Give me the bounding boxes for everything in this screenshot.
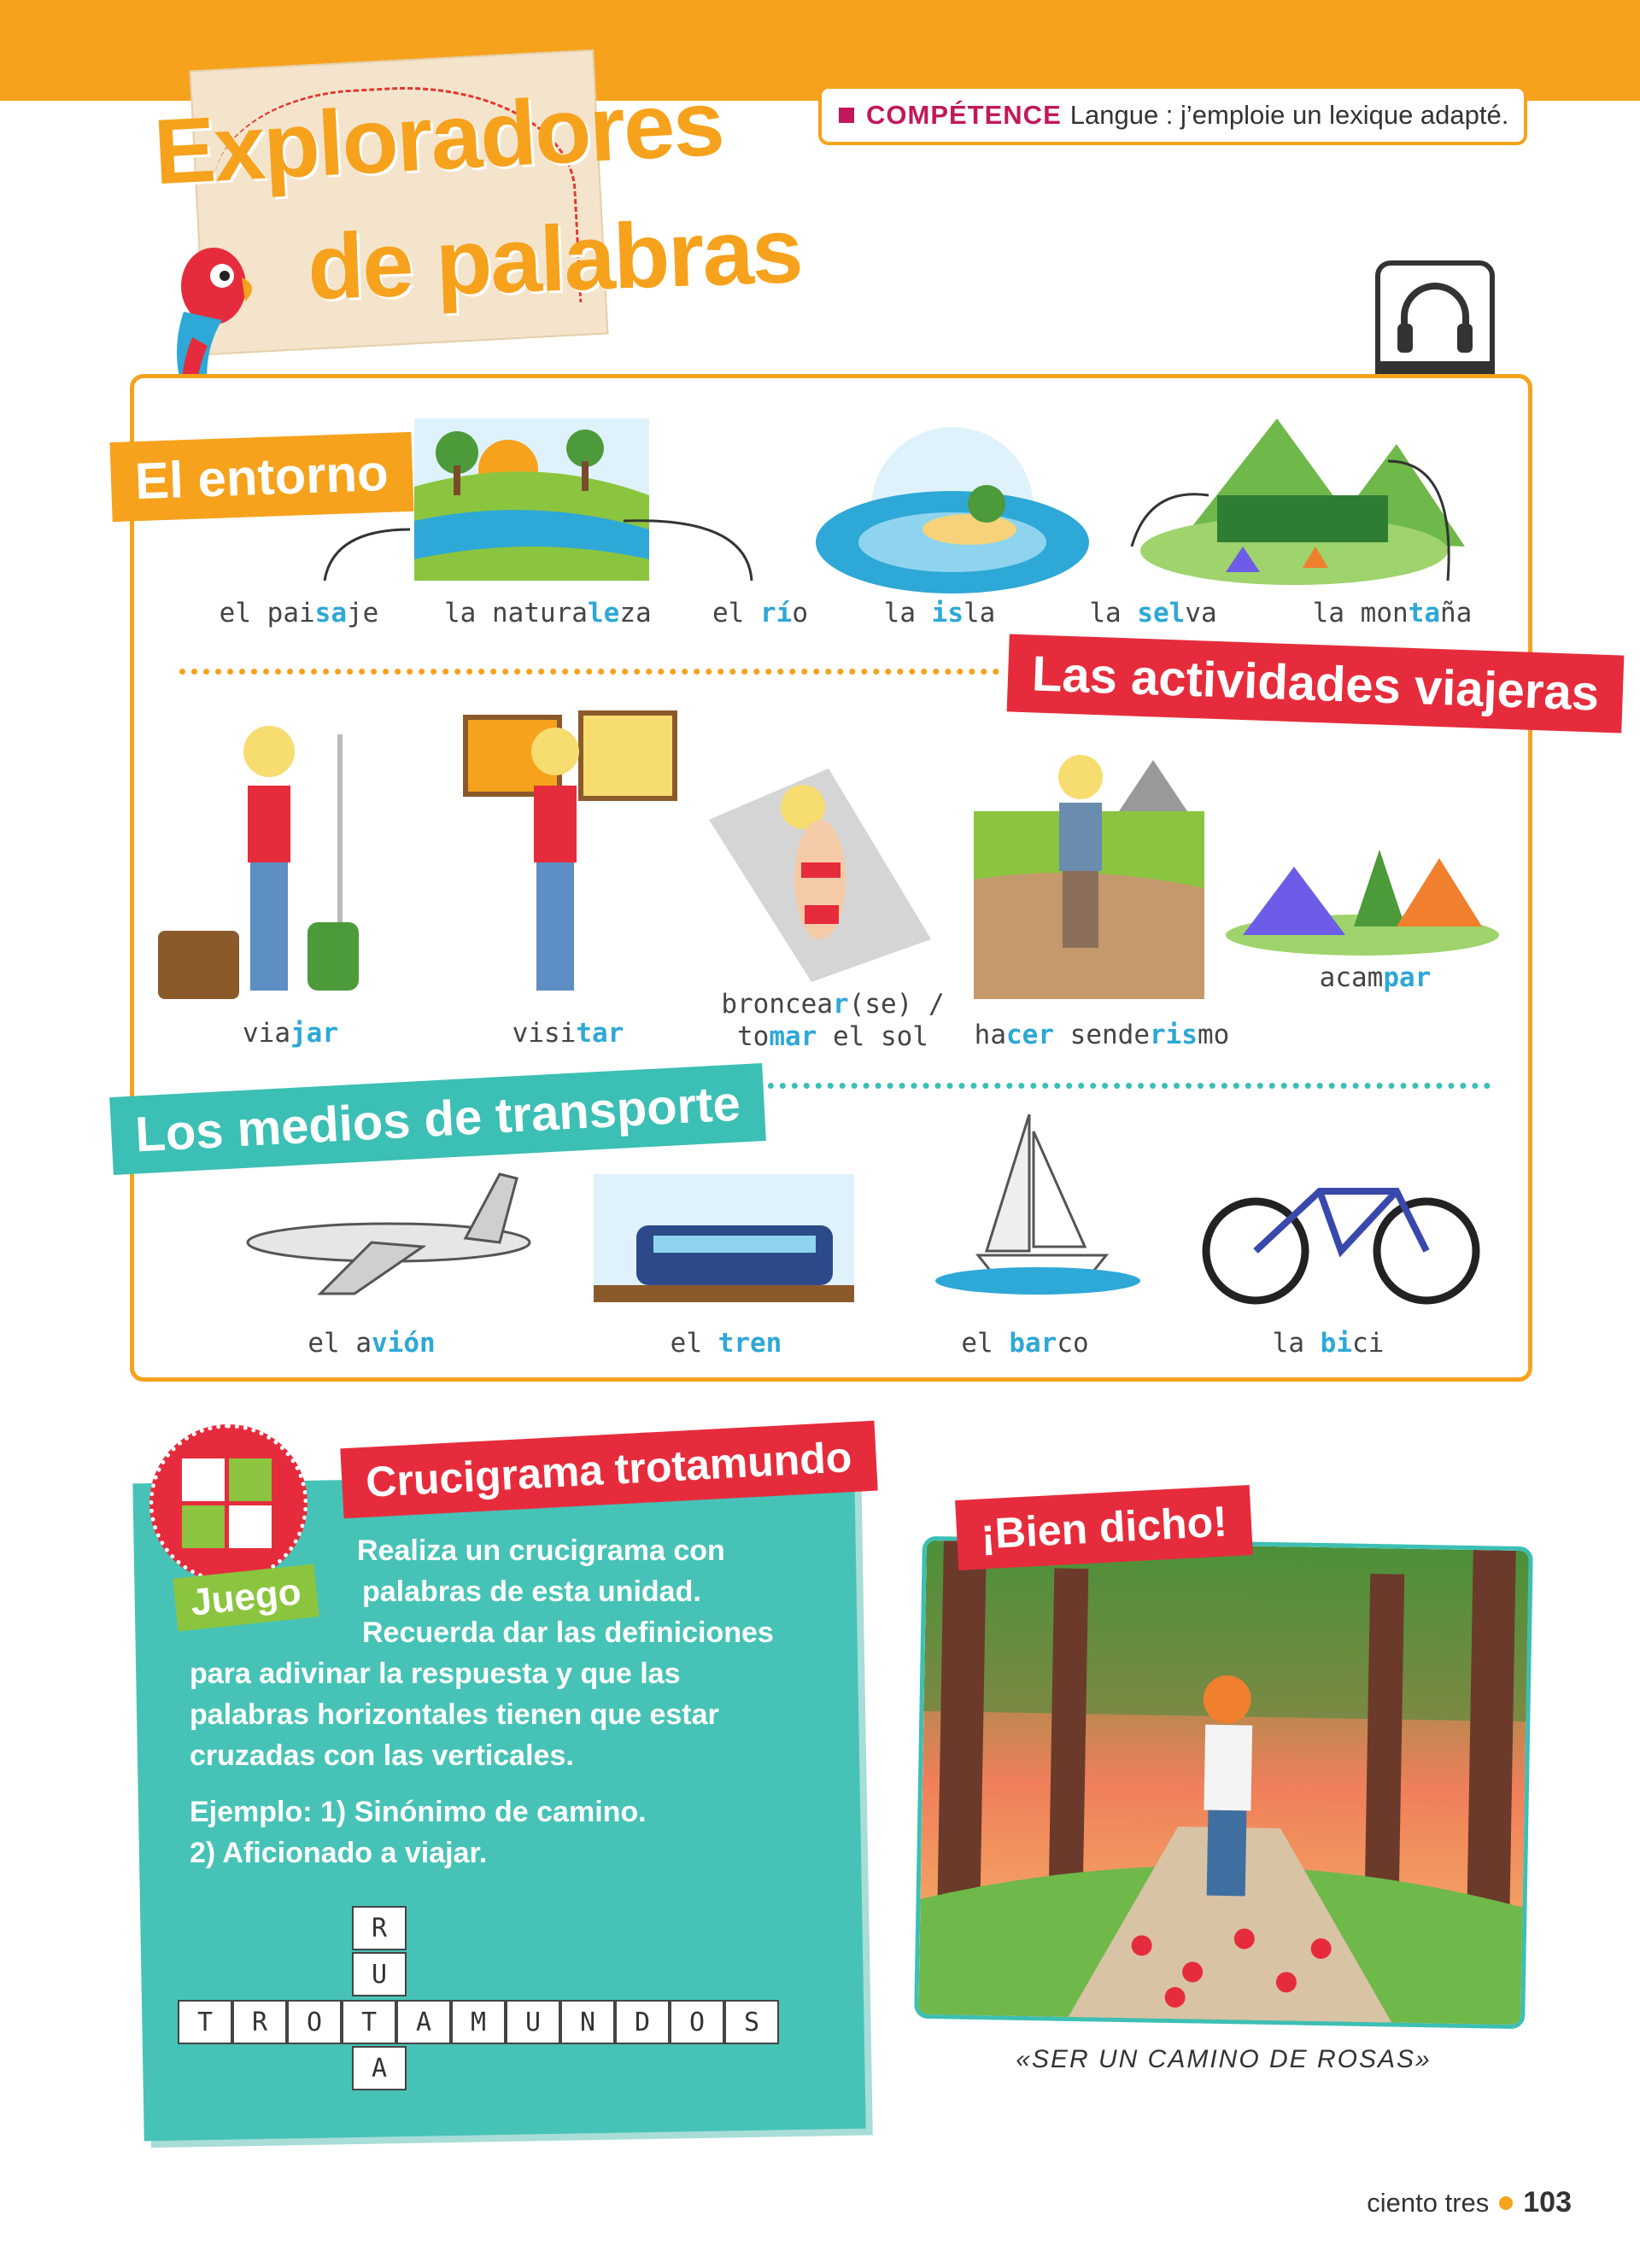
word-bici: la bici [1272, 1328, 1385, 1359]
girl-traveling-illustration [158, 717, 414, 1008]
word-tomar-el-sol: tomar el sol [737, 1021, 928, 1052]
game-badge-label: Juego [173, 1564, 319, 1632]
bien-dicho-title: ¡Bien dicho! [955, 1485, 1253, 1570]
page-footer [1281, 2186, 1572, 2219]
page-number: 103 [1523, 2186, 1572, 2218]
word-hacer-senderismo: hacer senderismo [974, 1020, 1230, 1050]
crossword-cell: A [352, 2046, 407, 2090]
word-selva: la selva [1089, 598, 1217, 628]
word-avion: el avión [308, 1328, 436, 1359]
game-line-2: palabras de esta unidad. [362, 1575, 701, 1608]
train-illustration [594, 1157, 854, 1315]
crossword-cell: T [342, 2000, 396, 2044]
girl-sunbathing-illustration [700, 760, 940, 982]
puzzle-icon [178, 1454, 280, 1557]
bien-dicho-caption: «SER UN CAMINO DE ROSAS» [1016, 2045, 1432, 2073]
crossword-cell: S [724, 2000, 779, 2044]
game-line-6: cruzadas con las verticales. [190, 1739, 574, 1772]
word-isla: la isla [883, 598, 996, 628]
crossword-cell: O [670, 2000, 724, 2044]
crossword-cell: T [178, 2000, 232, 2044]
crossword-cell: M [451, 2000, 506, 2044]
camping-tents-illustration [1226, 833, 1503, 956]
bicycle-illustration [1200, 1157, 1482, 1306]
game-example-1: Ejemplo: 1) Sinónimo de camino. [190, 1796, 647, 1828]
crossword-cell: U [506, 2000, 560, 2044]
competence-text: Langue : j’emploie un lexique adapté. [1069, 100, 1509, 130]
crossword-cell: R [232, 2000, 287, 2044]
crossword-vertical-bottom [352, 2046, 407, 2090]
section-title-actividades: Las actividades viajeras [1007, 634, 1625, 733]
page-number-text: ciento tres [1367, 2188, 1490, 2218]
word-barco: el barco [961, 1328, 1089, 1359]
word-acampar: acampar [1319, 962, 1432, 993]
crossword-cell: A [396, 2000, 451, 2044]
crossword-cell: U [352, 1952, 407, 1996]
word-naturaleza: la naturaleza [444, 598, 652, 628]
page-title-line2: de palabras [306, 197, 804, 319]
word-tren: el tren [670, 1328, 782, 1359]
section-title-transporte: Los medios de transporte [109, 1063, 766, 1175]
word-visitar: visitar [512, 1018, 624, 1049]
square-icon [839, 108, 854, 123]
crossword-cell: N [560, 2000, 615, 2044]
dotted-divider [179, 669, 999, 675]
word-montana: la montaña [1312, 598, 1473, 628]
game-line-3: Recuerda dar las definiciones [362, 1616, 774, 1649]
rose-path-illustration [918, 1540, 1533, 2029]
dotted-divider-teal [696, 1083, 1491, 1089]
section-title-entorno: El entorno [109, 432, 413, 522]
word-rio: el río [712, 598, 808, 628]
game-line-4: para adivinar la respuesta y que las [190, 1657, 681, 1690]
word-viajar: viajar [243, 1018, 338, 1049]
crossword-cell: D [615, 2000, 670, 2044]
game-line-1: Realiza un crucigrama con [357, 1534, 725, 1567]
headphones-icon [1394, 274, 1476, 359]
bien-dicho-illustration [914, 1536, 1533, 2029]
game-line-5: palabras horizontales tienen que estar [190, 1698, 719, 1731]
game-title: Crucigrama trotamundo [340, 1421, 877, 1519]
crossword-cell: O [287, 2000, 342, 2044]
island-illustration [816, 423, 1093, 619]
competence-label: COMPÉTENCE [866, 100, 1062, 130]
sailboat-illustration [935, 1114, 1145, 1298]
crossword-horizontal [178, 2000, 779, 2044]
word-broncearse: broncear(se) / [721, 989, 945, 1020]
game-example-2: 2) Aficionado a viajar. [190, 1837, 488, 1869]
bullet-icon [1499, 2196, 1513, 2210]
girl-hiking-illustration [974, 743, 1204, 999]
page-title-line1: Exploradores [151, 70, 725, 204]
jungle-mountain-illustration [1123, 410, 1465, 585]
competence-box [818, 85, 1527, 145]
word-paisaje: el paisaje [219, 598, 379, 628]
puzzle-badge [149, 1424, 308, 1582]
girl-visiting-museum-illustration [448, 709, 679, 1008]
airplane-illustration [243, 1157, 534, 1302]
arrows-illustration [316, 512, 760, 606]
crossword-cell: R [352, 1906, 407, 1950]
crossword-vertical-top [352, 1906, 407, 1996]
